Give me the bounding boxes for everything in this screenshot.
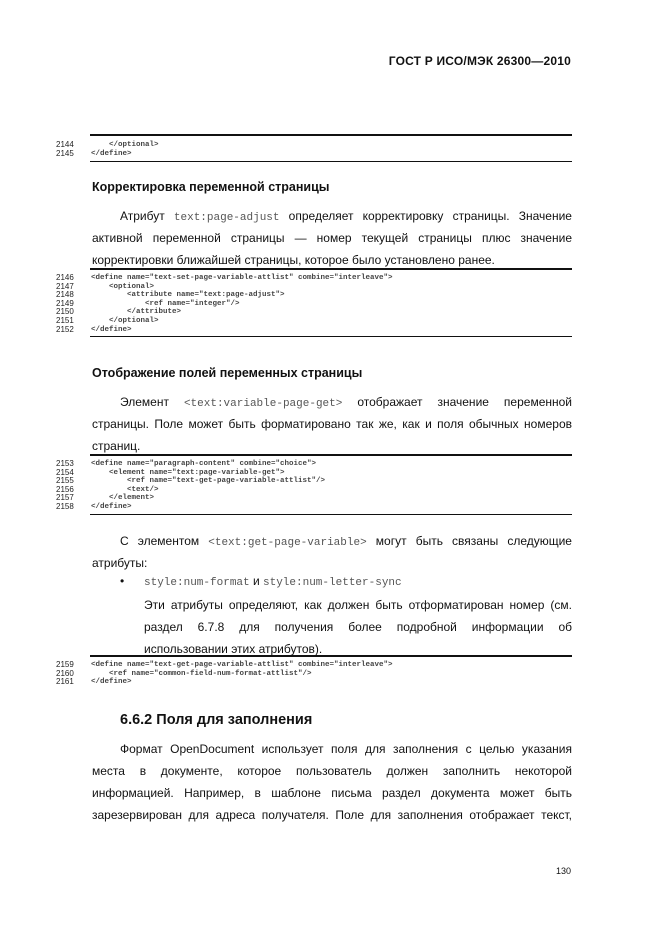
paragraph-input-fields (92, 738, 572, 826)
line-number: 2146 (56, 273, 74, 282)
code-text: </define> (91, 149, 132, 158)
paragraph-line: страниц. (92, 439, 141, 453)
paragraph-line: зарезервирован для адреса получателя. Поле для заполнения отображает текст, (92, 808, 572, 822)
paragraph-line: информацией. Например, в шаблоне письма раздел документа может быть (92, 786, 572, 800)
page-number: 130 (555, 866, 571, 876)
line-number: 2160 (56, 668, 74, 678)
code-line (40, 317, 572, 326)
paragraph-line: раздел 6.7.8 для получения более подробной информации об (144, 620, 572, 634)
paragraph-line: использовании этих атрибутов). (144, 642, 323, 656)
code-text: <ref name="integer"/> (91, 299, 240, 308)
inline-code: <text:variable-page-get> (183, 398, 343, 410)
paragraph-line: страницы. Поле может быть форматировано так же, как и поля обычных номеров (92, 417, 572, 431)
code-block-3 (40, 454, 572, 515)
code-line (40, 291, 572, 300)
code-text: <optional> (91, 282, 155, 291)
line-number: 2151 (56, 315, 74, 325)
bullet-description (144, 594, 572, 660)
code-block-bottom-rule (90, 161, 572, 162)
bullet-icon: • (120, 574, 125, 588)
section-title-page-variable-fields: Отображение полей переменных страницы (92, 366, 363, 380)
code-line (40, 274, 572, 283)
code-block-1 (40, 134, 572, 162)
code-line (40, 661, 572, 670)
line-number: 2152 (56, 324, 74, 334)
paragraph-line: места в документе, которое пользователь должен заполнить некоторой (92, 764, 572, 778)
line-number: 2161 (56, 677, 74, 687)
paragraph-line: корректировки ближайшей страницы, которое было установлено ранее. (92, 253, 495, 267)
paragraph-line: атрибуты: (92, 556, 148, 570)
code-line (40, 670, 572, 679)
bullet-attributes: style:num-format и style:num-letter-sync (144, 574, 402, 589)
code-line (40, 308, 572, 317)
line-number: 2150 (56, 307, 74, 317)
page-header: ГОСТ Р ИСО/МЭК 26300—2010 (388, 54, 571, 68)
paragraph-line: Элемент <text:variable-page-get> отображает значение переменной (120, 395, 572, 410)
code-block-bottom-rule (90, 336, 572, 337)
code-block-bottom-rule (90, 514, 572, 515)
paragraph-line: активной переменной страницы — номер текущей страницы плюс значение (92, 231, 572, 245)
code-text: <define name="paragraph-content" combine="choice"> (91, 460, 317, 468)
code-line (40, 326, 572, 335)
line-number: 2159 (56, 660, 74, 669)
line-number: 2156 (56, 484, 74, 494)
code-line (40, 283, 572, 292)
code-line (40, 503, 572, 512)
code-text: </optional> (91, 316, 159, 325)
code-line (40, 141, 572, 150)
paragraph-line: С элементом <text:get-page-variable> могут быть связаны следующие (120, 534, 572, 549)
code-text: </define> (91, 502, 132, 511)
paragraph-variable-page-get (92, 391, 572, 457)
line-number: 2145 (56, 148, 74, 158)
code-line (40, 300, 572, 309)
code-text: <define name="text-set-page-variable-attlist" combine="interleave"> (91, 274, 393, 282)
line-number: 2153 (56, 459, 74, 468)
paragraph-line: Эти атрибуты определяют, как должен быть отформатирован номер (см. (144, 598, 572, 612)
subsection-title-input-fields: 6.6.2 Поля для заполнения (120, 712, 313, 728)
code-text: <attribute name="text:page-adjust"> (91, 291, 285, 300)
code-line (40, 469, 572, 478)
code-block-2 (40, 268, 572, 337)
inline-code: text:page-adjust (173, 212, 280, 224)
line-number: 2157 (56, 493, 74, 503)
paragraph-page-adjust (92, 205, 572, 271)
line-number: 2148 (56, 290, 74, 300)
code-line (40, 678, 572, 687)
code-line (40, 477, 572, 486)
inline-code: style:num-letter-sync (263, 577, 402, 589)
line-number: 2154 (56, 467, 74, 477)
inline-code: <text:get-page-variable> (208, 537, 367, 549)
paragraph-get-page-variable (92, 530, 572, 574)
code-text: </element> (91, 494, 155, 503)
code-text: <element name="text:page-variable-get"> (91, 468, 285, 477)
code-text: <ref name="text-get-page-variable-attlist"/> (91, 477, 326, 486)
code-text: <ref name="common-field-num-format-attlist"/> (91, 669, 312, 678)
line-number: 2158 (56, 501, 74, 511)
code-text: </attribute> (91, 308, 182, 317)
paragraph-line: Атрибут text:page-adjust определяет корректировку страницы. Значение (120, 209, 572, 224)
line-number: 2149 (56, 298, 74, 308)
code-text: <define name="text-get-page-variable-attlist" combine="interleave"> (91, 661, 393, 669)
line-number: 2147 (56, 281, 74, 291)
code-block-4 (40, 655, 572, 687)
code-line (40, 486, 572, 495)
code-text: </define> (91, 325, 132, 334)
code-text: </optional> (91, 141, 159, 149)
section-title-page-adjust: Корректировка переменной страницы (92, 180, 330, 194)
line-number: 2144 (56, 140, 74, 149)
code-line (40, 150, 572, 159)
code-text: <text/> (91, 485, 159, 494)
code-line (40, 494, 572, 503)
code-text: </define> (91, 678, 132, 687)
paragraph-line: Формат OpenDocument использует поля для заполнения с целью указания (120, 742, 572, 756)
inline-code: style:num-format (144, 577, 250, 589)
code-line (40, 460, 572, 469)
line-number: 2155 (56, 476, 74, 486)
